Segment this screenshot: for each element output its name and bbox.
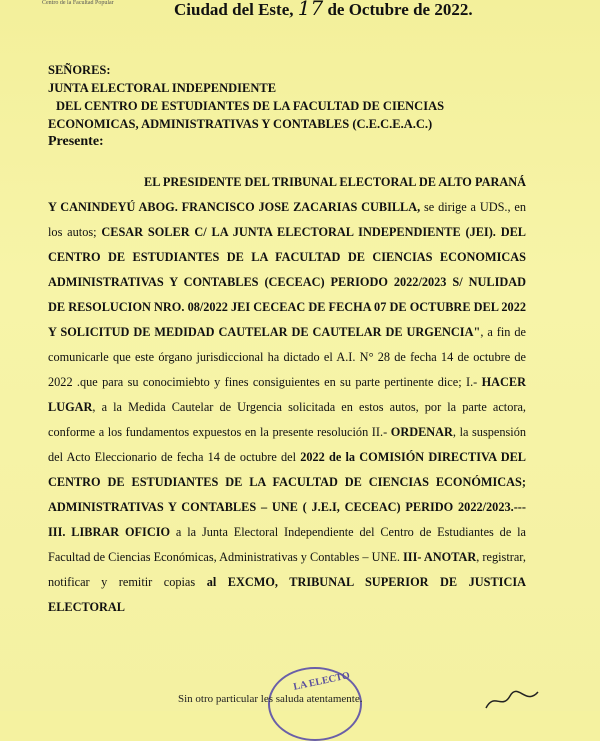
- letterhead-small-text: Centro de la Facultad Popular: [42, 0, 114, 6]
- city-date-line: [174, 0, 473, 20]
- addressee-line-3: DEL CENTRO DE ESTUDIANTES DE LA FACULTAD DE CIENCIAS: [56, 99, 445, 113]
- city-date-suffix: de Octubre de 2022.: [323, 0, 473, 19]
- body-segment-10: a la Junta Electoral Independiente del Centro de Estudiantes de la Facultad de Ciencias Económicas, Administrativas y Contables – UNE.: [48, 525, 526, 564]
- city-date-prefix: Ciudad del Este,: [174, 0, 298, 19]
- city-date-day: 17: [297, 0, 324, 20]
- body-segment-1: EL PRESIDENTE DEL TRIBUNAL ELECTORAL DE ALTO PARANÁ Y CANINDEYÚ ABOG. FRANCISCO JOSE ZACARIAS CUBILLA,: [48, 175, 526, 214]
- body-segment-7: ORDENAR: [390, 425, 453, 439]
- addressee-organization: JUNTA ELECTORAL INDEPENDIENTE: [48, 81, 277, 95]
- body-segment-12: , registrar, notificar y remitir copias: [48, 550, 526, 589]
- body-segment-4: , a fin de comunicarle que este órgano jurisdiccional ha dictado el A.I. N° 28 de fecha 14 de octubre de 2022 .que para su conocimiebto y fines consiguientes en su parte pertinente dice; I.-: [48, 325, 526, 389]
- addressee-salutation: SEÑORES:: [48, 63, 111, 77]
- addressee-line-4: ECONOMICAS, ADMINISTRATIVAS Y CONTABLES (C.E.C.E.A.C.): [48, 117, 433, 131]
- body-segment-5: HACER LUGAR: [48, 375, 526, 414]
- body-segment-2: se dirige a UDS., en los autos;: [48, 200, 526, 239]
- signature-mark: [482, 688, 542, 712]
- body-segment-9: 2022 de la COMISIÓN DIRECTIVA DEL CENTRO DE ESTUDIANTES DE LA FACULTAD DE CIENCIAS ECONÓMICAS; ADMINISTRATIVAS Y CONTABLES – UNE ( J.E.I, CECEAC) PERIDO 2022/2023.--- III. LIBRAR OFICIO: [48, 450, 526, 539]
- body-segment-6: , a la Medida Cautelar de Urgencia solicitada en estos autos, por la parte actora, conforme a los fundamentos expuestos en la presente resolución II.-: [48, 400, 526, 439]
- body-paragraph: [48, 170, 526, 620]
- stamp-text: LA ELECTO: [292, 670, 351, 693]
- greeting: Presente:: [48, 134, 104, 149]
- body-segment-11: III- ANOTAR: [403, 550, 477, 564]
- body-segment-13: al EXCMO, TRIBUNAL SUPERIOR DE JUSTICIA ELECTORAL: [48, 575, 526, 614]
- addressee-block: [48, 61, 548, 151]
- body-segment-8: , la suspensión del Acto Eleccionario de fecha 14 de octubre del: [48, 425, 526, 464]
- closing-line: Sin otro particular les saluda atentamente.: [178, 693, 363, 705]
- letter-body: [48, 170, 526, 620]
- body-segment-3: CESAR SOLER C/ LA JUNTA ELECTORAL INDEPENDIENTE (JEI). DEL CENTRO DE ESTUDIANTES DE LA FACULTAD DE CIENCIAS ECONOMICAS ADMINISTRATIVAS Y CONTABLES (CECEAC) PERIODO 2022/2023 S/ NULIDAD DE RESOLUCION NRO. 08/2022 JEI CECEAC DE FECHA 07 DE OCTUBRE DEL 2022 Y SOLICITUD DE MEDIDAD CAUTELAR DE CAUTELAR DE URGENCIA": [48, 225, 526, 339]
